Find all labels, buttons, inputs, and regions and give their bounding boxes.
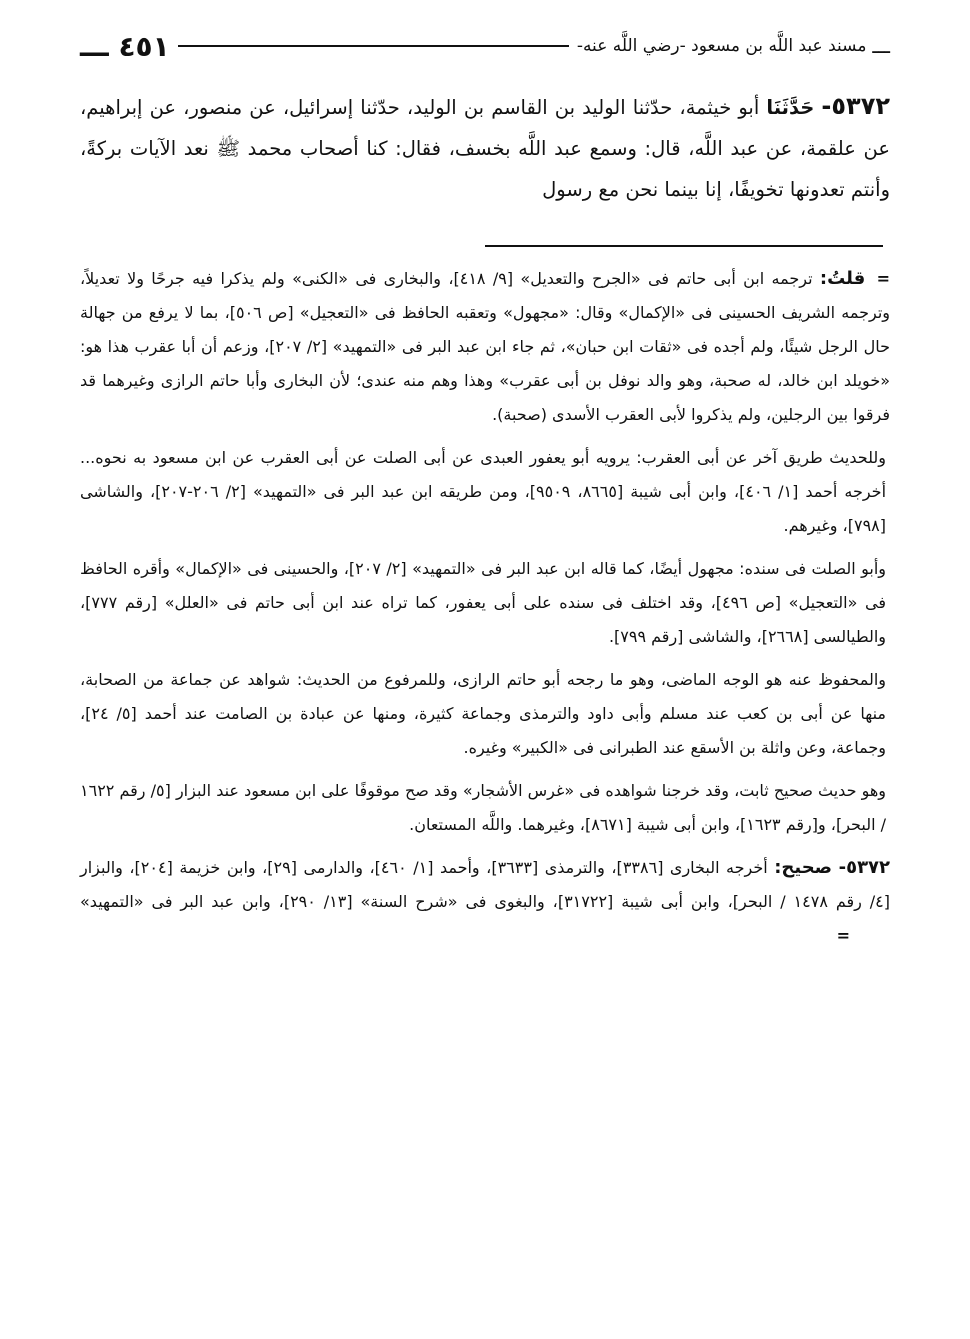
qultu-label: قلتُ: [819, 268, 866, 289]
hadith-lead: حَدَّثَنَا [766, 96, 815, 119]
takhrij-number: ٥٣٧٢- [838, 857, 891, 878]
header-dash: ـــ [872, 34, 890, 58]
hadith-body: أبو خيثمة، حدّثنا الوليد بن القاسم بن الوليد، حدّثنا إسرائيل، عن منصور، عن إبراهيم، عن علقمة، عن عبد اللَّه، قال: وسمع عبد اللَّه بخسف، فقال: كنا أصحاب محمد ﷺ نعد الآيات بركةً، وأنتم تعدونها تخويفًا، إنا بينما نحن مع رسول [80, 96, 890, 201]
footnote-paragraph [80, 441, 890, 543]
footnote-paragraph [80, 552, 890, 654]
footnote-text: والمحفوظ عنه هو الوجه الماضى، وهو ما رجحه أبو حاتم الرازى، وللمرفوع من الحديث: شواهد عن جماعة من الصحابة، منها عن أبى بن كعب عند مسلم وأبى داود والترمذى وجماعة كثيرة، ومنها عن عبادة بن الصامت عند أحمد [٥/ ٢٤]، وجماعة، وعن واثلة بن الأسقع عند الطبرانى فى «الكبير» وغيره. [80, 670, 886, 757]
hadith-number: ٥٣٧٢ [831, 92, 890, 120]
footnote-divider [485, 245, 883, 247]
takhrij-paragraph [80, 851, 890, 953]
continuation-mark-end: = [836, 926, 850, 945]
footnote-paragraph [80, 262, 890, 432]
footnote-paragraph [80, 774, 890, 842]
continuation-mark: = [876, 269, 891, 288]
takhrij-text: أخرجه البخارى [٣٣٨٦]، والترمذى [٣٦٣٣]، وأحمد [١/ ٤٦٠]، والدارمى [٢٩]، وابن خزيمة [٢٠٤]، والبزار [٤/ رقم ١٤٧٨ / البحر]، وابن أبى شيبة [٣١٧٢٢]، والبغوى فى «شرح السنة» [١٣/ ٢٩٠]، وابن عبد البر فى «التمهيد» [80, 858, 891, 911]
footnote-text: وأبو الصلت فى سنده: مجهول أيضًا، كما قاله ابن عبد البر فى «التمهيد» [٢/ ٢٠٧]، والحسينى فى «الإكمال» وأقره الحافظ فى «التعجيل» [ص ٤٩٦]، وقد اختلف فى سنده على أبى يعفور، كما تراه عند ابن أبى حاتم فى «العلل» [رقم ٧٧٧]، والطيالسى [٢٦٦٨]، والشاشى [رقم ٧٩٩]. [80, 559, 886, 646]
footnote-text: ترجمه ابن أبى حاتم فى «الجرح والتعديل» [٩/ ٤١٨]، والبخارى فى «الكنى» ولم يذكرا فيه جرحًا ولا تعديلاً، وترجمه الشريف الحسينى فى «الإكمال» وقال: «مجهول» وتعقبه الحافظ فى «التعجيل» [ص ٥٠٦]، بما لا يرفع من جهالة حال الرجل شيئًا، ولم أجده فى «ثقات ابن حبان»، ثم جاء ابن عبد البر فى «التمهيد» [٢/ ٢٠٧]، وزعم أن أبا عقرب هذا هو: «خويلد ابن خالد، له صحبة، وهو والد نوفل بن أبى عقرب» وهذا وهم منه عندى؛ لأن البخارى وأبا حاتم الرازى وغيرهما قد فرقوا بين الرجلين، ولم يذكروا لأبى العقرب الأسدى (صحبة). [80, 269, 890, 424]
hadith-dash: - [821, 92, 832, 120]
page-number: ٤٥١ ـــ [80, 29, 170, 63]
footnote-text: وهو حديث صحيح ثابت، وقد خرجنا شواهده فى «غرس الأشجار» وقد صح موقوفًا على ابن مسعود عند البزار [٥/ رقم ١٦٢٢ / البحر]، و[رقم ١٦٢٣]، وابن أبى شيبة [٨٦٧١]، وغيرهما. واللَّه المستعان. [80, 781, 886, 834]
footnote-paragraph [80, 663, 890, 765]
footnote-text: وللحديث طريق آخر عن أبى العقرب: يرويه أبو يعفور العبدى عن أبى الصلت عن أبى العقرب عن ابن مسعود به نحوه... أخرجه أحمد [١/ ٤٠٦]، وابن أبى شيبة [٨٦٦٥، ٩٥٠٩]، ومن طريقه ابن عبد البر فى «التمهيد» [٢/ ٢٠٦-٢٠٧]، والشاشى [٧٩٨]، وغيرهم. [80, 448, 887, 535]
footnotes [80, 262, 890, 962]
grading-label: صحيح: [774, 857, 833, 878]
running-header [80, 26, 890, 66]
header-title: مسند عبد اللَّه بن مسعود -رضي اللَّه عنه- [576, 36, 867, 56]
header-rule [178, 45, 569, 47]
hadith-text [80, 86, 890, 210]
